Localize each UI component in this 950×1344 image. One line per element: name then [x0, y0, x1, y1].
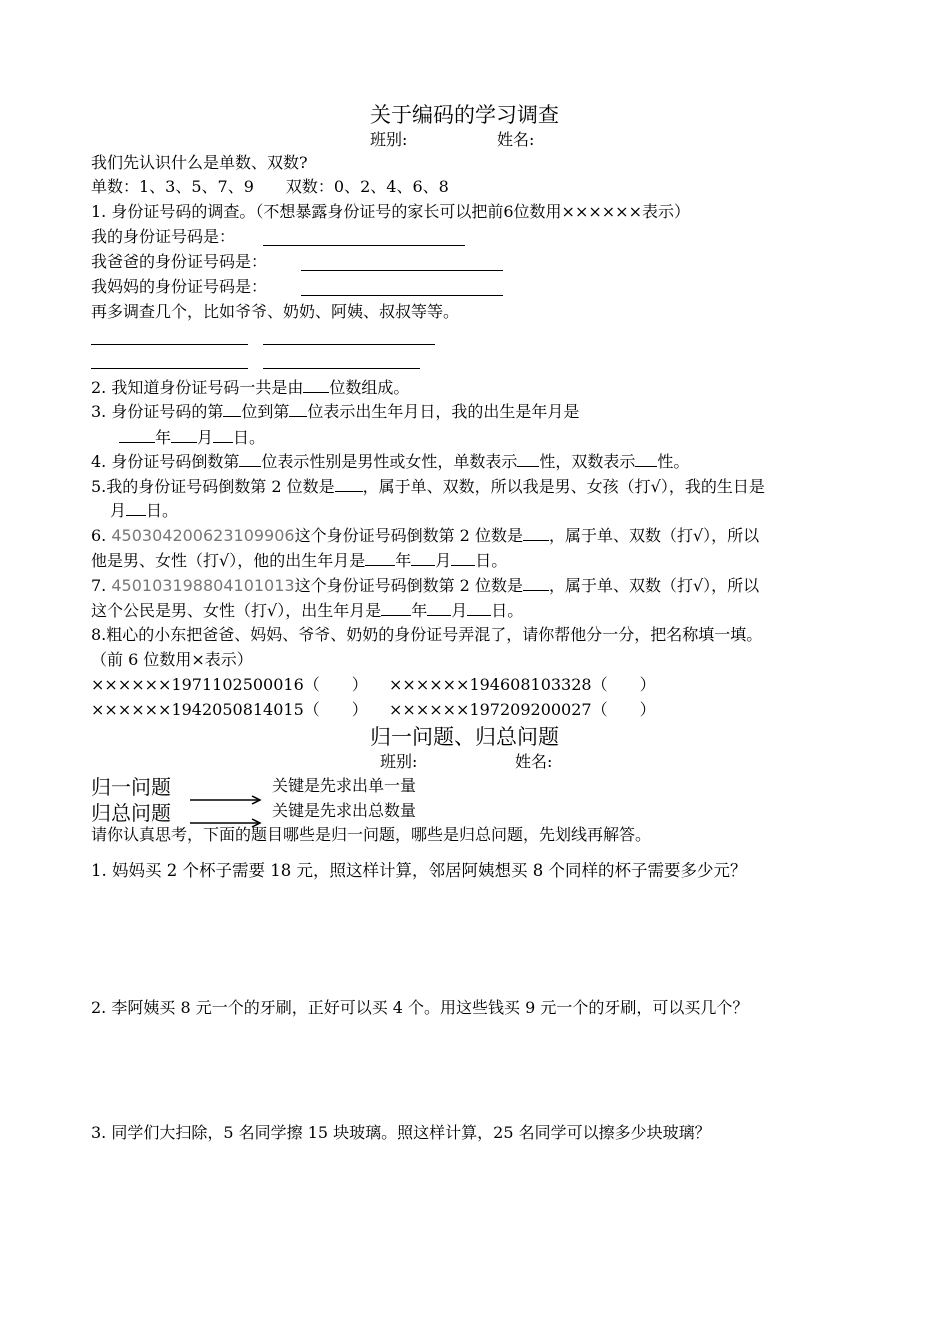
q6-id-number: 450304200623109906 [111, 526, 295, 545]
q4-text-b: 位表示性别是男性或女性，单数表示 [261, 452, 518, 471]
question-5 [91, 475, 765, 498]
q2-blank[interactable] [303, 376, 329, 393]
q7-blank[interactable] [523, 574, 549, 591]
q5-date-line [110, 499, 178, 522]
problem-2: 2. 李阿姨买 8 元一个的牙刷，正好可以买 4 个。用这些钱买 9 元一个的牙刷，可以买几个？ [91, 998, 749, 1017]
q7-day-label: 日。 [491, 601, 524, 620]
id-item-2: ××××××194608103328（ ） [389, 675, 656, 694]
q6-day-blank[interactable] [451, 549, 475, 566]
q7-text-a: 这个身份证号码倒数第 2 位数是 [294, 576, 523, 595]
q6-year-label: 年 [395, 551, 412, 570]
extra-blank-3[interactable] [91, 368, 248, 369]
q4-blank-3[interactable] [635, 450, 657, 467]
q7-line-2 [91, 599, 523, 622]
extra-blank-1[interactable] [91, 344, 248, 345]
q5-month-label: 月 [110, 501, 127, 520]
gy-key: 关键是先求出单一量 [272, 776, 417, 795]
section-title: 归一问题、归总问题 [370, 725, 559, 749]
q3-day-label: 日。 [233, 428, 266, 447]
id-item-3: ××××××1942050814015（ ） [91, 700, 368, 719]
name-label: 姓名: [497, 130, 535, 149]
q3-month-blank[interactable] [171, 426, 197, 443]
question-6: 6. 450304200623109906这个身份证号码倒数第 2 位数是 ，属于单、双数（打√），所以 [91, 526, 760, 545]
gz-label: 归总问题 [91, 801, 171, 825]
dad-id-label: 我爸爸的身份证号码是： [91, 252, 268, 271]
q3-month-label: 月 [197, 428, 214, 447]
q4-blank-1[interactable] [239, 450, 261, 467]
q5-day-blank[interactable] [126, 499, 146, 516]
problem-3: 3. 同学们大扫除，5 名同学擦 15 块玻璃。照这样计算，25 名同学可以擦多少块玻璃？ [91, 1123, 711, 1142]
id-item-1: ××××××1971102500016（ ） [91, 675, 368, 694]
q5-day-label: 日。 [146, 501, 179, 520]
q3-text-c: 位表示出生年月日，我的出生是年月是 [307, 402, 580, 421]
q4-text-d: 性。 [657, 452, 690, 471]
q3-year-label: 年 [155, 428, 172, 447]
q6-month-label: 月 [435, 551, 452, 570]
q6-day-label: 日。 [475, 551, 508, 570]
q3-date-line [119, 426, 265, 449]
q6-year-blank[interactable] [365, 549, 395, 566]
question-8: 8.粗心的小东把爸爸、妈妈、爷爷、奶奶的身份证号弄混了，请你帮他分一分，把名称填一填。 [91, 625, 763, 644]
dad-id-blank[interactable] [301, 270, 503, 271]
q7-text-b: ，属于单、双数（打√），所以 [548, 576, 760, 595]
q6-text-b: ，属于单、双数（打√），所以 [548, 526, 760, 545]
q7-year-blank[interactable] [381, 599, 411, 616]
q5-text-b: ，属于单、双数，所以我是男、女孩（打√），我的生日是 [362, 477, 765, 496]
problem-1: 1. 妈妈买 2 个杯子需要 18 元，照这样计算，邻居阿姨想买 8 个同样的杯子需要多少元？ [91, 861, 747, 880]
question-4 [91, 450, 689, 473]
class-label-2: 班别: [380, 752, 418, 771]
class-label: 班别: [370, 130, 408, 149]
q3-blank-1[interactable] [223, 400, 241, 417]
q4-text-c: 性，双数表示 [539, 452, 636, 471]
q2-text-a: 2. 我知道身份证号码一共是由 [91, 378, 304, 397]
extra-blank-4[interactable] [263, 368, 420, 369]
page-title: 关于编码的学习调查 [370, 103, 559, 127]
extra-blank-2[interactable] [263, 344, 435, 345]
intro-text: 我们先认识什么是单数、双数? [91, 153, 308, 172]
q7-id-number: 450103198804101013 [111, 576, 295, 595]
q4-blank-2[interactable] [517, 450, 539, 467]
q5-blank[interactable] [335, 475, 363, 492]
question-2 [91, 376, 409, 399]
my-id-blank[interactable] [263, 245, 465, 246]
gy-label: 归一问题 [91, 775, 171, 799]
q3-text-a: 3. 身份证号码的第 [91, 402, 224, 421]
name-label-2: 姓名: [515, 752, 553, 771]
q4-text-a: 4. 身份证号码倒数第 [91, 452, 240, 471]
q7-month-blank[interactable] [427, 599, 451, 616]
id-item-4: ××××××197209200027（ ） [389, 700, 656, 719]
q6-month-blank[interactable] [411, 549, 435, 566]
more-text: 再多调查几个，比如爷爷、奶奶、阿姨、叔叔等等。 [91, 302, 460, 321]
q3-year-blank[interactable] [119, 426, 155, 443]
q6-blank[interactable] [523, 524, 549, 541]
q3-day-blank[interactable] [213, 426, 233, 443]
q7-text-c: 这个公民是男、女性（打√），出生年月是 [91, 601, 382, 620]
q6-text-c: 他是男、女性（打√），他的出生年月是 [91, 551, 366, 570]
question-3 [91, 400, 579, 423]
q6-line-2 [91, 549, 507, 572]
my-id-label: 我的身份证号码是： [91, 227, 236, 246]
mom-id-label: 我妈妈的身份证号码是： [91, 277, 268, 296]
mom-id-blank[interactable] [301, 295, 503, 296]
gz-key: 关键是先求出总数量 [272, 801, 417, 820]
q5-text-a: 5.我的身份证号码倒数第 2 位数是 [91, 477, 335, 496]
instruction-text: 请你认真思考，下面的题目哪些是归一问题，哪些是归总问题，先划线再解答。 [91, 825, 652, 844]
q7-year-label: 年 [411, 601, 428, 620]
odd-even-text: 单数：1、3、5、7、9 双数：0、2、4、6、8 [91, 177, 449, 196]
q3-blank-2[interactable] [289, 400, 307, 417]
q3-text-b: 位到第 [241, 402, 290, 421]
q7-month-label: 月 [451, 601, 468, 620]
question-1: 1. 身份证号码的调查。（不想暴露身份证号的家长可以把前6位数用××××××表示） [91, 202, 690, 221]
q8-note: （前 6 位数用×表示） [91, 650, 253, 669]
q2-text-b: 位数组成。 [329, 378, 410, 397]
q6-text-a: 这个身份证号码倒数第 2 位数是 [294, 526, 523, 545]
question-7: 7. 450103198804101013这个身份证号码倒数第 2 位数是 ，属于单、双数（打√），所以 [91, 576, 760, 595]
q7-day-blank[interactable] [467, 599, 491, 616]
